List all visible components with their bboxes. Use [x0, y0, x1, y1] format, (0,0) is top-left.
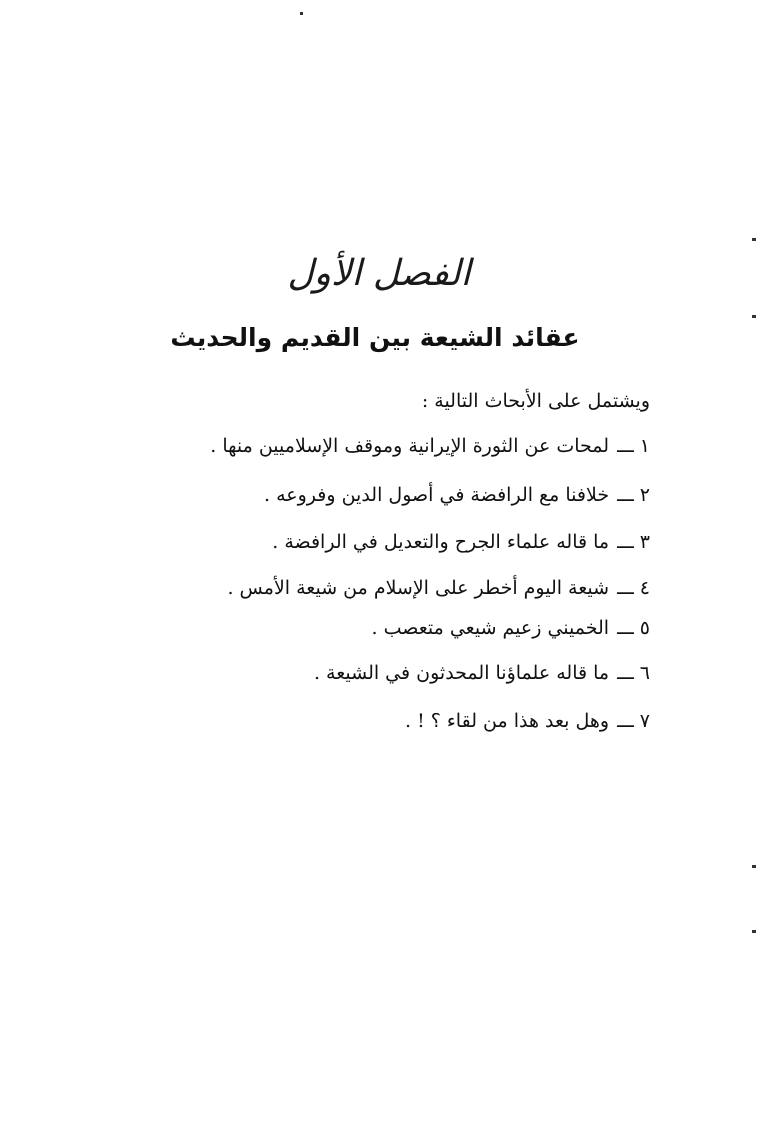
- topic-number: ٧: [639, 710, 650, 732]
- topic-separator: ـــ: [617, 617, 634, 639]
- topic-text: لمحات عن الثورة الإيرانية وموقف الإسلاميين منها .: [210, 435, 610, 457]
- topic-item-4: [90, 570, 650, 606]
- topic-item-6: [90, 655, 650, 691]
- topic-separator: ـــ: [617, 484, 634, 506]
- topic-separator: ـــ: [617, 435, 634, 457]
- topic-separator: ـــ: [617, 710, 634, 732]
- topic-number: ٢: [639, 484, 650, 506]
- topic-number: ٦: [639, 662, 650, 684]
- topic-item-2: [90, 477, 650, 513]
- scan-mark: [752, 930, 756, 933]
- topic-item-1: [90, 428, 650, 464]
- scan-mark: [752, 865, 756, 868]
- topic-item-7: [90, 703, 650, 739]
- topic-text: الخميني زعيم شيعي متعصب .: [371, 617, 610, 639]
- intro-text: ويشتمل على الأبحاث التالية :: [421, 390, 650, 412]
- topic-separator: ـــ: [617, 662, 634, 684]
- topic-text: وهل بعد هذا من لقاء ؟ ! .: [404, 710, 610, 732]
- chapter-title: عقائد الشيعة بين القديم والحديث: [170, 323, 580, 352]
- topic-text: خلافنا مع الرافضة في أصول الدين وفروعه .: [264, 484, 610, 506]
- topic-text: ما قاله علماؤنا المحدثون في الشيعة .: [313, 662, 610, 684]
- topic-separator: ـــ: [617, 577, 634, 599]
- topic-text: ما قاله علماء الجرح والتعديل في الرافضة .: [272, 531, 610, 553]
- topic-number: ٣: [639, 531, 650, 553]
- topic-separator: ـــ: [617, 531, 634, 553]
- topic-number: ٥: [639, 617, 650, 639]
- scan-mark: [752, 238, 756, 241]
- scan-mark: [752, 315, 756, 318]
- topic-number: ٤: [639, 577, 650, 599]
- topic-item-5: [90, 610, 650, 646]
- topic-item-3: [90, 524, 650, 560]
- topic-number: ١: [639, 435, 650, 457]
- scan-mark: [300, 12, 303, 15]
- topic-text: شيعة اليوم أخطر على الإسلام من شيعة الأمس .: [227, 577, 610, 599]
- chapter-heading: الفصل الأول: [287, 253, 471, 294]
